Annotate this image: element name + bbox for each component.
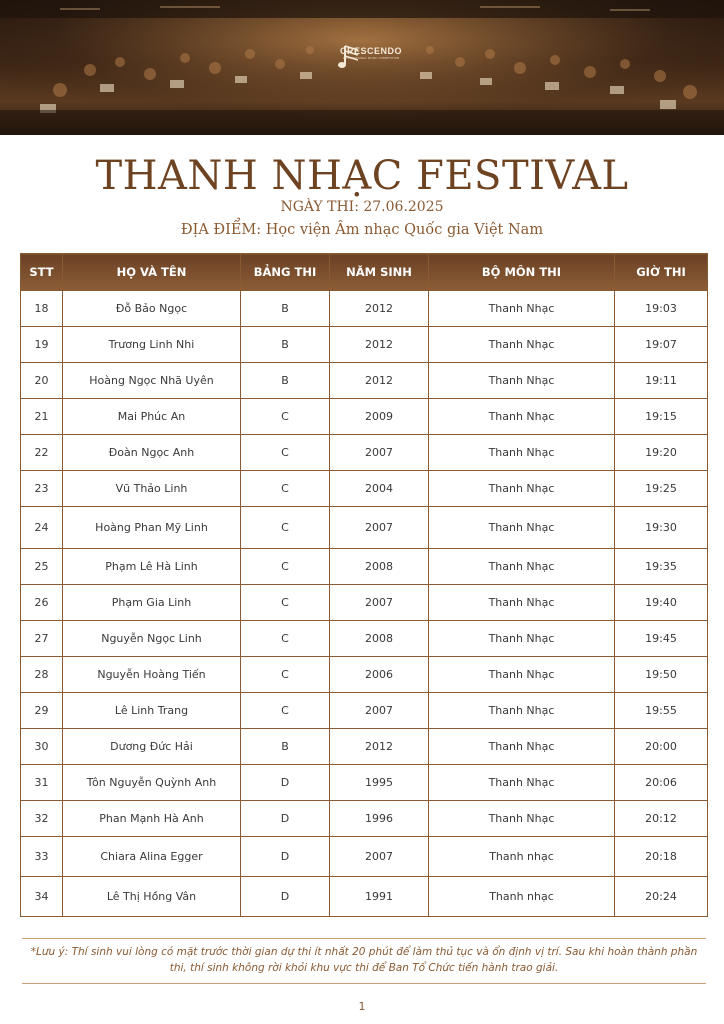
cell-group: B xyxy=(241,363,330,399)
cell-group: C xyxy=(241,585,330,621)
schedule-table xyxy=(20,253,708,917)
table-row xyxy=(21,549,708,585)
cell-name: Hoàng Phan Mỹ Linh xyxy=(63,507,241,549)
cell-group: C xyxy=(241,435,330,471)
cell-name: Lê Thị Hồng Vân xyxy=(63,877,241,917)
cell-name: Phan Mạnh Hà Anh xyxy=(63,801,241,837)
cell-stt: 18 xyxy=(21,291,63,327)
cell-time: 19:55 xyxy=(615,693,708,729)
table-row xyxy=(21,877,708,917)
table-row xyxy=(21,693,708,729)
cell-subject: Thanh Nhạc xyxy=(429,657,615,693)
cell-time: 19:35 xyxy=(615,549,708,585)
header-banner-image xyxy=(0,0,724,135)
logo-tagline: INTERNATIONAL MUSIC COMPETITION xyxy=(342,56,400,60)
cell-name: Nguyễn Ngọc Linh xyxy=(63,621,241,657)
cell-birth-year: 1991 xyxy=(330,877,429,917)
cell-name: Lê Linh Trang xyxy=(63,693,241,729)
table-row xyxy=(21,837,708,877)
cell-group: C xyxy=(241,507,330,549)
cell-name: Đỗ Bảo Ngọc xyxy=(63,291,241,327)
cell-birth-year: 2008 xyxy=(330,549,429,585)
crescendo-logo xyxy=(336,44,406,96)
cell-time: 20:24 xyxy=(615,877,708,917)
cell-birth-year: 2007 xyxy=(330,693,429,729)
cell-name: Hoàng Ngọc Nhã Uyên xyxy=(63,363,241,399)
cell-stt: 26 xyxy=(21,585,63,621)
cell-stt: 20 xyxy=(21,363,63,399)
cell-name: Nguyễn Hoàng Tiến xyxy=(63,657,241,693)
cell-stt: 34 xyxy=(21,877,63,917)
table-row xyxy=(21,327,708,363)
cell-subject: Thanh Nhạc xyxy=(429,801,615,837)
cell-time: 20:18 xyxy=(615,837,708,877)
cell-group: B xyxy=(241,729,330,765)
cell-stt: 23 xyxy=(21,471,63,507)
cell-birth-year: 2008 xyxy=(330,621,429,657)
cell-subject: Thanh Nhạc xyxy=(429,585,615,621)
cell-group: B xyxy=(241,327,330,363)
cell-name: Phạm Lê Hà Linh xyxy=(63,549,241,585)
cell-time: 20:00 xyxy=(615,729,708,765)
cell-birth-year: 1996 xyxy=(330,801,429,837)
page-title: THANH NHẠC FESTIVAL xyxy=(95,153,629,199)
table-row xyxy=(21,363,708,399)
table-row xyxy=(21,435,708,471)
column-header-subject: BỘ MÔN THI xyxy=(429,254,615,291)
cell-stt: 21 xyxy=(21,399,63,435)
cell-subject: Thanh nhạc xyxy=(429,877,615,917)
cell-birth-year: 2007 xyxy=(330,435,429,471)
cell-subject: Thanh Nhạc xyxy=(429,507,615,549)
table-row xyxy=(21,399,708,435)
cell-stt: 32 xyxy=(21,801,63,837)
cell-group: D xyxy=(241,801,330,837)
column-header-birth-year: NĂM SINH xyxy=(330,254,429,291)
exam-venue: ĐỊA ĐIỂM: Học viện Âm nhạc Quốc gia Việt Nam xyxy=(180,222,544,238)
cell-stt: 28 xyxy=(21,657,63,693)
cell-subject: Thanh Nhạc xyxy=(429,327,615,363)
cell-time: 19:45 xyxy=(615,621,708,657)
column-header-stt: STT xyxy=(21,254,63,291)
cell-group: D xyxy=(241,877,330,917)
cell-birth-year: 2007 xyxy=(330,837,429,877)
cell-birth-year: 2004 xyxy=(330,471,429,507)
table-row xyxy=(21,765,708,801)
cell-stt: 19 xyxy=(21,327,63,363)
cell-subject: Thanh Nhạc xyxy=(429,471,615,507)
cell-group: C xyxy=(241,549,330,585)
cell-birth-year: 2007 xyxy=(330,507,429,549)
cell-subject: Thanh Nhạc xyxy=(429,363,615,399)
cell-time: 19:11 xyxy=(615,363,708,399)
cell-name: Trương Linh Nhi xyxy=(63,327,241,363)
cell-name: Dương Đức Hải xyxy=(63,729,241,765)
cell-birth-year: 2012 xyxy=(330,363,429,399)
cell-name: Đoàn Ngọc Anh xyxy=(63,435,241,471)
cell-subject: Thanh Nhạc xyxy=(429,435,615,471)
cell-time: 19:20 xyxy=(615,435,708,471)
cell-name: Tôn Nguyễn Quỳnh Anh xyxy=(63,765,241,801)
cell-subject: Thanh Nhạc xyxy=(429,549,615,585)
cell-stt: 31 xyxy=(21,765,63,801)
table-row xyxy=(21,621,708,657)
exam-date: NGÀY THI: 27.06.2025 xyxy=(280,199,444,215)
cell-time: 19:15 xyxy=(615,399,708,435)
footnote: *Lưu ý: Thí sinh vui lòng có mặt trước thời gian dự thi ít nhất 20 phút để làm thủ tục và ổn định vị trí. Sau khi hoàn thành phần thi, thí sinh không rời khỏi khu vực thi để Ban Tổ Chức tiến hành trao giải. xyxy=(30,946,698,974)
table-row xyxy=(21,507,708,549)
cell-birth-year: 2009 xyxy=(330,399,429,435)
table-row xyxy=(21,729,708,765)
logo-name: CRESCENDO xyxy=(339,46,402,56)
cell-time: 19:50 xyxy=(615,657,708,693)
cell-subject: Thanh Nhạc xyxy=(429,621,615,657)
cell-birth-year: 2012 xyxy=(330,291,429,327)
table-row xyxy=(21,471,708,507)
note-top-divider xyxy=(22,938,706,939)
table-row xyxy=(21,585,708,621)
cell-birth-year: 1995 xyxy=(330,765,429,801)
cell-subject: Thanh Nhạc xyxy=(429,291,615,327)
cell-subject: Thanh Nhạc xyxy=(429,693,615,729)
table-row xyxy=(21,657,708,693)
cell-group: C xyxy=(241,399,330,435)
cell-group: B xyxy=(241,291,330,327)
cell-subject: Thanh Nhạc xyxy=(429,765,615,801)
page-number: 1 xyxy=(358,1000,366,1013)
cell-time: 19:07 xyxy=(615,327,708,363)
cell-group: D xyxy=(241,765,330,801)
cell-group: C xyxy=(241,693,330,729)
cell-name: Phạm Gia Linh xyxy=(63,585,241,621)
column-header-name: HỌ VÀ TÊN xyxy=(63,254,241,291)
cell-stt: 25 xyxy=(21,549,63,585)
cell-time: 20:12 xyxy=(615,801,708,837)
cell-birth-year: 2012 xyxy=(330,729,429,765)
cell-stt: 29 xyxy=(21,693,63,729)
cell-birth-year: 2012 xyxy=(330,327,429,363)
cell-time: 19:40 xyxy=(615,585,708,621)
cell-group: C xyxy=(241,621,330,657)
cell-subject: Thanh Nhạc xyxy=(429,729,615,765)
table-body xyxy=(21,291,708,917)
cell-stt: 33 xyxy=(21,837,63,877)
cell-group: D xyxy=(241,837,330,877)
table-row xyxy=(21,801,708,837)
note-bottom-divider xyxy=(22,983,706,984)
cell-time: 20:06 xyxy=(615,765,708,801)
cell-subject: Thanh nhạc xyxy=(429,837,615,877)
cell-stt: 30 xyxy=(21,729,63,765)
table-header-row xyxy=(21,254,708,291)
cell-stt: 27 xyxy=(21,621,63,657)
column-header-time: GIỜ THI xyxy=(615,254,708,291)
column-header-group: BẢNG THI xyxy=(241,254,330,291)
cell-stt: 24 xyxy=(21,507,63,549)
cell-group: C xyxy=(241,471,330,507)
cell-name: Chiara Alina Egger xyxy=(63,837,241,877)
cell-time: 19:25 xyxy=(615,471,708,507)
cell-birth-year: 2006 xyxy=(330,657,429,693)
table-row xyxy=(21,291,708,327)
cell-birth-year: 2007 xyxy=(330,585,429,621)
cell-stt: 22 xyxy=(21,435,63,471)
cell-subject: Thanh Nhạc xyxy=(429,399,615,435)
cell-time: 19:03 xyxy=(615,291,708,327)
cell-name: Mai Phúc An xyxy=(63,399,241,435)
cell-name: Vũ Thảo Linh xyxy=(63,471,241,507)
cell-time: 19:30 xyxy=(615,507,708,549)
cell-group: C xyxy=(241,657,330,693)
